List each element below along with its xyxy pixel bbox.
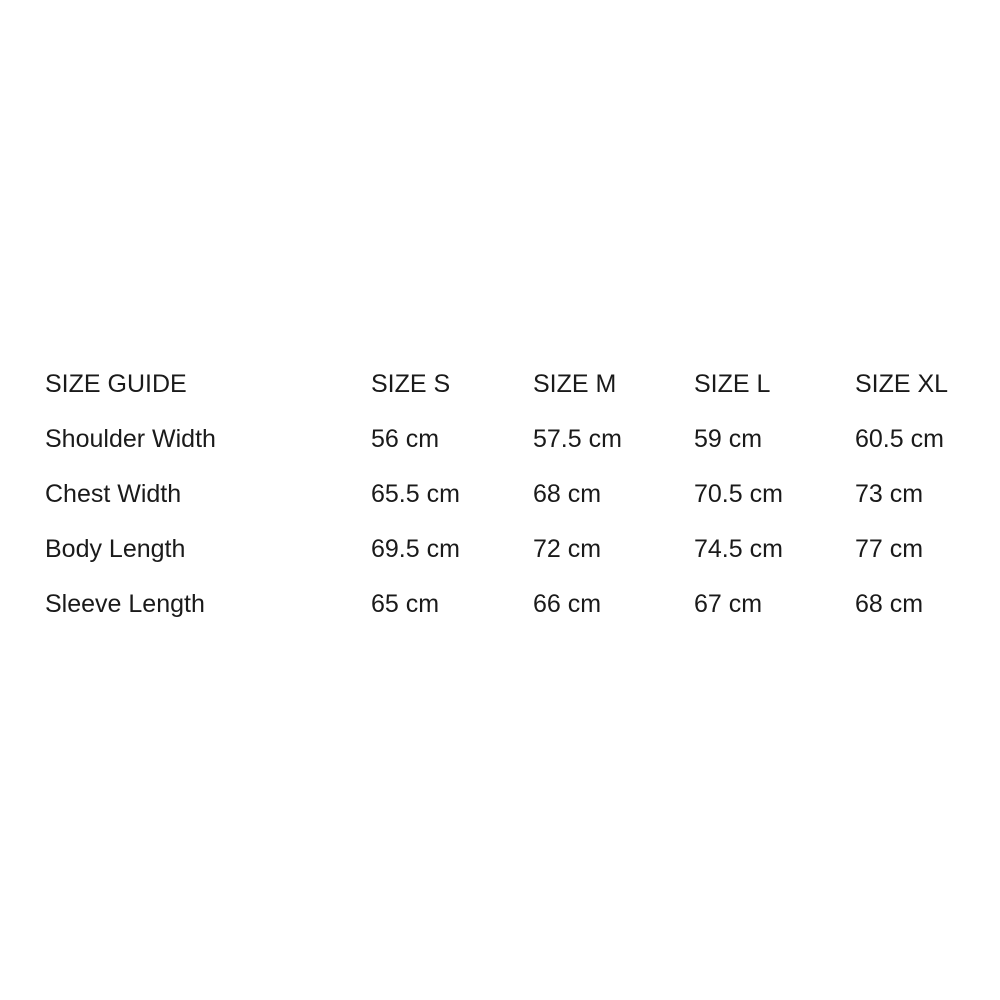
cell-value: 70.5 cm [694,480,783,508]
header-size-s: SIZE S [371,370,451,398]
table-row [45,590,948,645]
cell-value: 68 cm [533,480,602,508]
cell-value: 73 cm [855,480,924,508]
row-label: Chest Width [45,480,182,508]
table-header-row [45,370,948,425]
cell-value: 59 cm [694,425,763,453]
cell-value: 74.5 cm [694,535,783,563]
table-row [45,425,948,480]
cell-value: 65.5 cm [371,480,460,508]
cell-value: 65 cm [371,590,440,618]
cell-value: 66 cm [533,590,602,618]
table-row [45,535,948,590]
cell-value: 57.5 cm [533,425,622,453]
cell-value: 72 cm [533,535,602,563]
header-size-m: SIZE M [533,370,617,398]
row-label: Shoulder Width [45,425,216,453]
cell-value: 60.5 cm [855,425,944,453]
header-size-guide: SIZE GUIDE [45,370,187,398]
size-guide-table [45,370,948,645]
cell-value: 68 cm [855,590,924,618]
header-size-xl: SIZE XL [855,370,949,398]
table-row [45,480,948,535]
cell-value: 56 cm [371,425,440,453]
cell-value: 67 cm [694,590,763,618]
cell-value: 77 cm [855,535,924,563]
row-label: Body Length [45,535,186,563]
row-label: Sleeve Length [45,590,205,618]
cell-value: 69.5 cm [371,535,460,563]
header-size-l: SIZE L [694,370,771,398]
